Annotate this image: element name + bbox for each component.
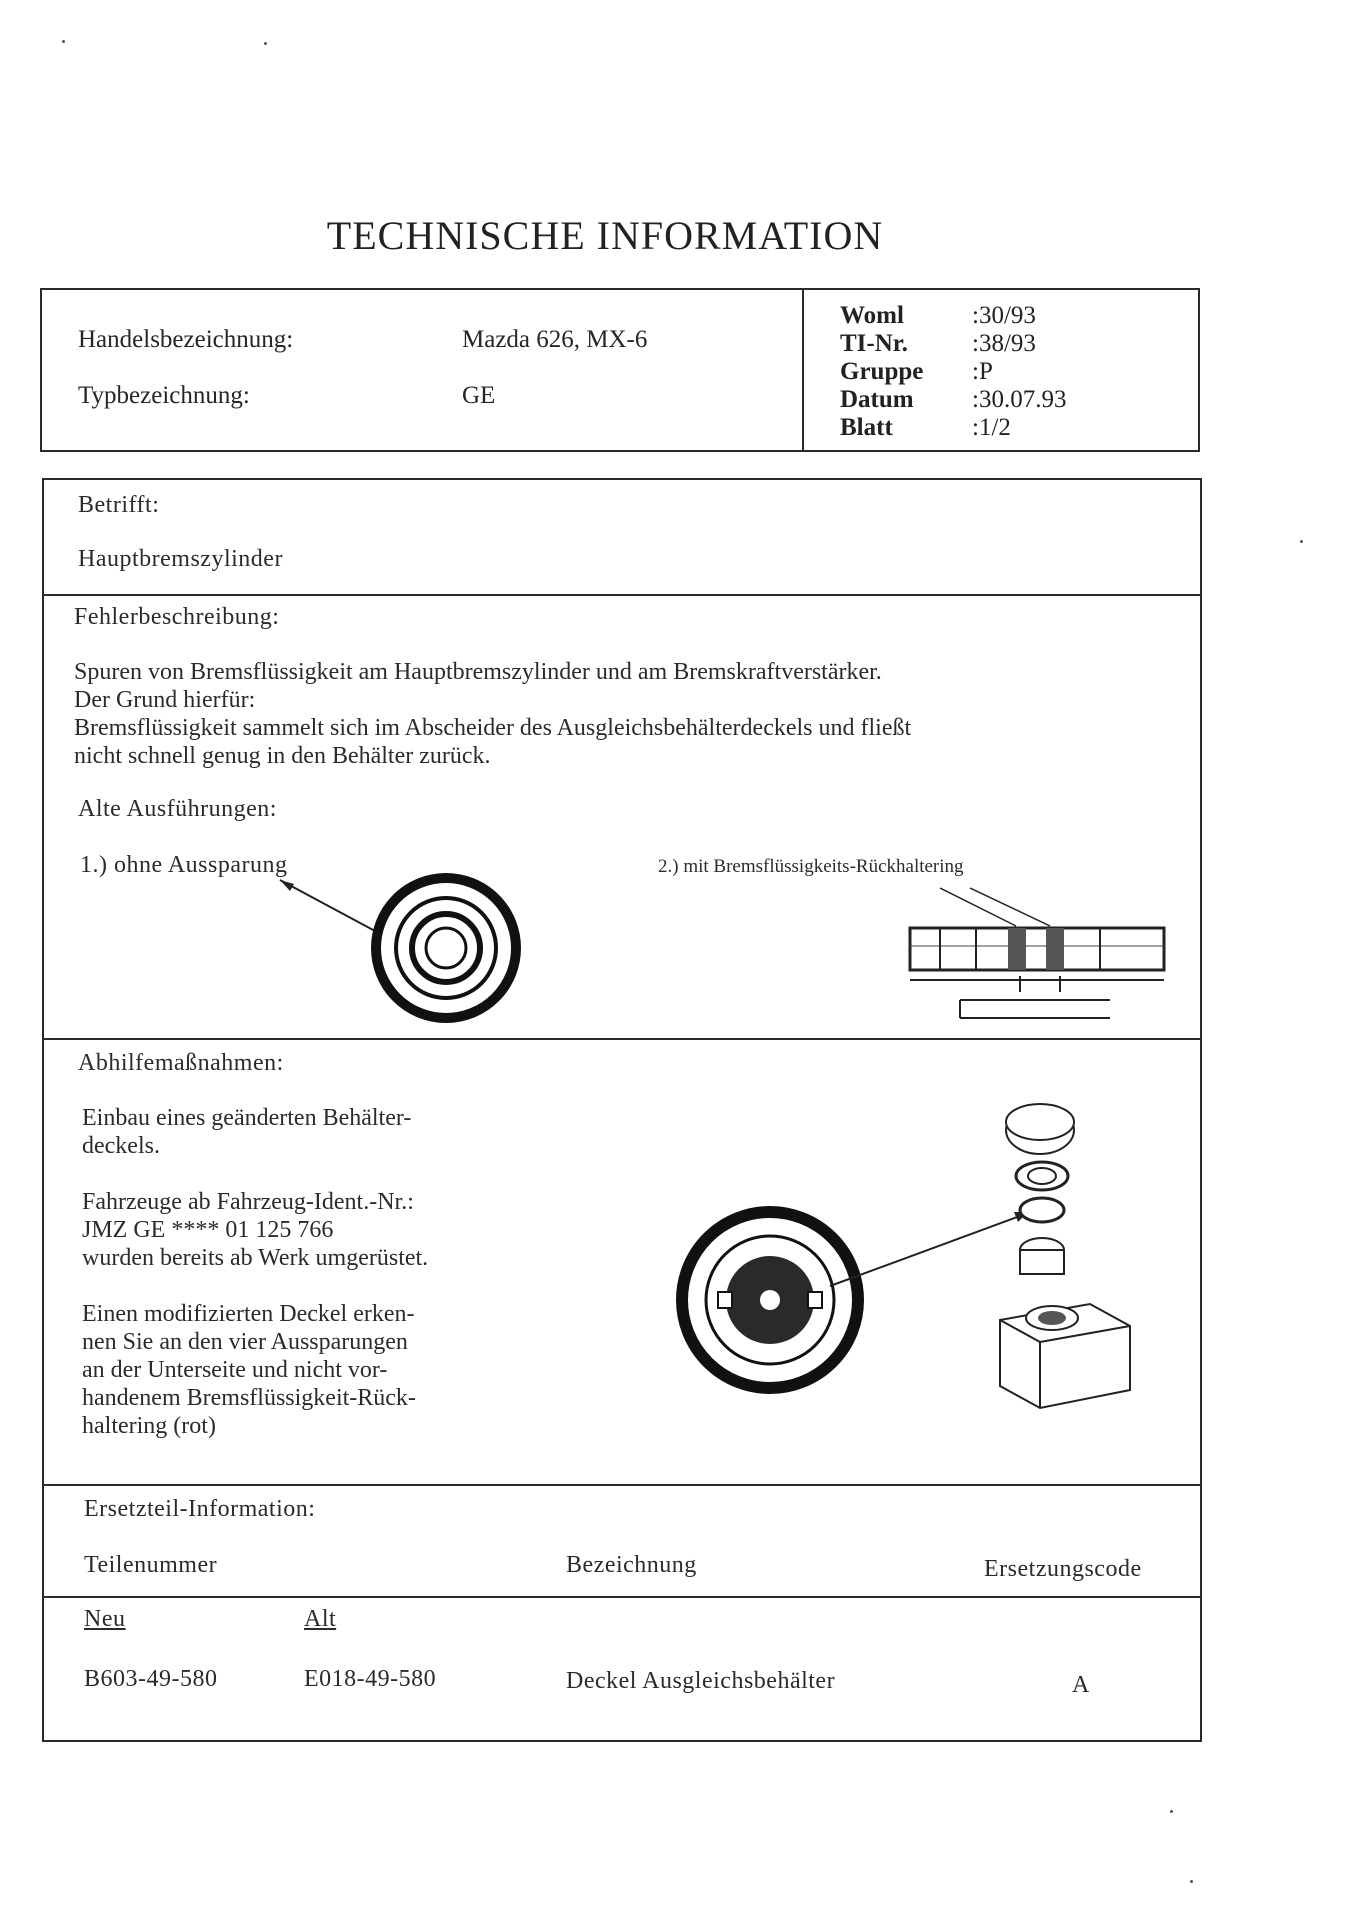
abhilfe-p3-line-3: an der Unterseite und nicht vor- [82, 1357, 388, 1383]
typbezeichnung-value: GE [462, 382, 496, 409]
meta-key-ti-nr: TI-Nr. [840, 330, 908, 357]
handelsbezeichnung-label: Handelsbezeichnung: [78, 326, 294, 353]
abhilfe-p2-line-3: wurden bereits ab Werk umgerüstet. [82, 1245, 429, 1271]
fehler-line-3: Bremsflüssigkeit sammelt sich im Abscheider des Ausgleichsbehälterdeckels und fließt [74, 715, 912, 741]
fehler-label: Fehlerbeschreibung: [74, 604, 280, 630]
abhilfe-label: Abhilfemaßnahmen: [78, 1050, 284, 1076]
replacement-code: A [1072, 1672, 1090, 1698]
abhilfe-p3-line-1: Einen modifizierten Deckel erken- [82, 1301, 415, 1327]
figure-cap-without-recess [260, 860, 540, 1030]
header-divider [802, 290, 804, 450]
meta-value-blatt: :1/2 [972, 414, 1011, 441]
col-ersetzungscode: Ersetzungscode [984, 1556, 1142, 1582]
scan-speck [62, 40, 65, 43]
figure-cap-cross-section [900, 880, 1180, 1040]
betrifft-label: Betrifft: [78, 492, 160, 518]
sub-header-alt: Alt [304, 1606, 337, 1632]
meta-key-gruppe: Gruppe [840, 358, 924, 385]
typbezeichnung-label: Typbezeichnung: [78, 382, 250, 409]
scan-speck [1190, 1880, 1193, 1883]
header-box [40, 288, 1200, 452]
meta-key-datum: Datum [840, 386, 914, 413]
alte-ausfuehrungen-label: Alte Ausführungen: [78, 796, 277, 822]
divider-ersatz [42, 1484, 1202, 1486]
page-title: TECHNISCHE INFORMATION [326, 213, 884, 258]
abhilfe-p2-line-1: Fahrzeuge ab Fahrzeug-Ident.-Nr.: [82, 1189, 414, 1215]
option-2-label: 2.) mit Bremsflüssigkeits-Rückhaltering [658, 856, 964, 877]
fehler-line-1: Spuren von Bremsflüssigkeit am Hauptbremszylinder und am Bremskraftverstärker. [74, 659, 882, 685]
meta-key-woml: Woml [840, 302, 904, 329]
abhilfe-p3-line-5: haltering (rot) [82, 1413, 216, 1439]
divider-abhilfe [42, 1038, 1202, 1040]
part-number-alt: E018-49-580 [304, 1666, 437, 1692]
part-description: Deckel Ausgleichsbehälter [566, 1668, 836, 1694]
abhilfe-p1-line-2: deckels. [82, 1133, 160, 1159]
meta-key-blatt: Blatt [840, 414, 893, 441]
meta-value-gruppe: :P [972, 358, 993, 385]
divider-fehler [42, 594, 1202, 596]
part-number-neu: B603-49-580 [84, 1666, 218, 1692]
meta-value-woml: :30/93 [972, 302, 1036, 329]
abhilfe-p2-line-2: JMZ GE **** 01 125 766 [82, 1217, 334, 1243]
option-1-label: 1.) ohne Aussparung [80, 852, 288, 878]
fehler-line-4: nicht schnell genug in den Behälter zurück. [74, 743, 491, 769]
scan-speck [1170, 1810, 1173, 1813]
sub-header-neu: Neu [84, 1606, 126, 1632]
abhilfe-p3-line-4: handenem Bremsflüssigkeit-Rück- [82, 1385, 416, 1411]
col-teilenummer: Teilenummer [84, 1552, 218, 1578]
betrifft-value: Hauptbremszylinder [78, 546, 283, 572]
scan-speck [1300, 540, 1303, 543]
ersatz-label: Ersetzteil-Information: [84, 1496, 316, 1522]
col-bezeichnung: Bezeichnung [566, 1552, 697, 1578]
meta-value-datum: :30.07.93 [972, 386, 1067, 413]
figure-modified-cap [670, 1090, 1160, 1430]
meta-value-ti-nr: :38/93 [972, 330, 1036, 357]
abhilfe-p1-line-1: Einbau eines geänderten Behälter- [82, 1105, 412, 1131]
scan-speck [264, 42, 267, 45]
abhilfe-p3-line-2: nen Sie an den vier Aussparungen [82, 1329, 408, 1355]
handelsbezeichnung-value: Mazda 626, MX-6 [462, 326, 648, 353]
divider-table [42, 1596, 1202, 1598]
fehler-line-2: Der Grund hierfür: [74, 687, 256, 713]
